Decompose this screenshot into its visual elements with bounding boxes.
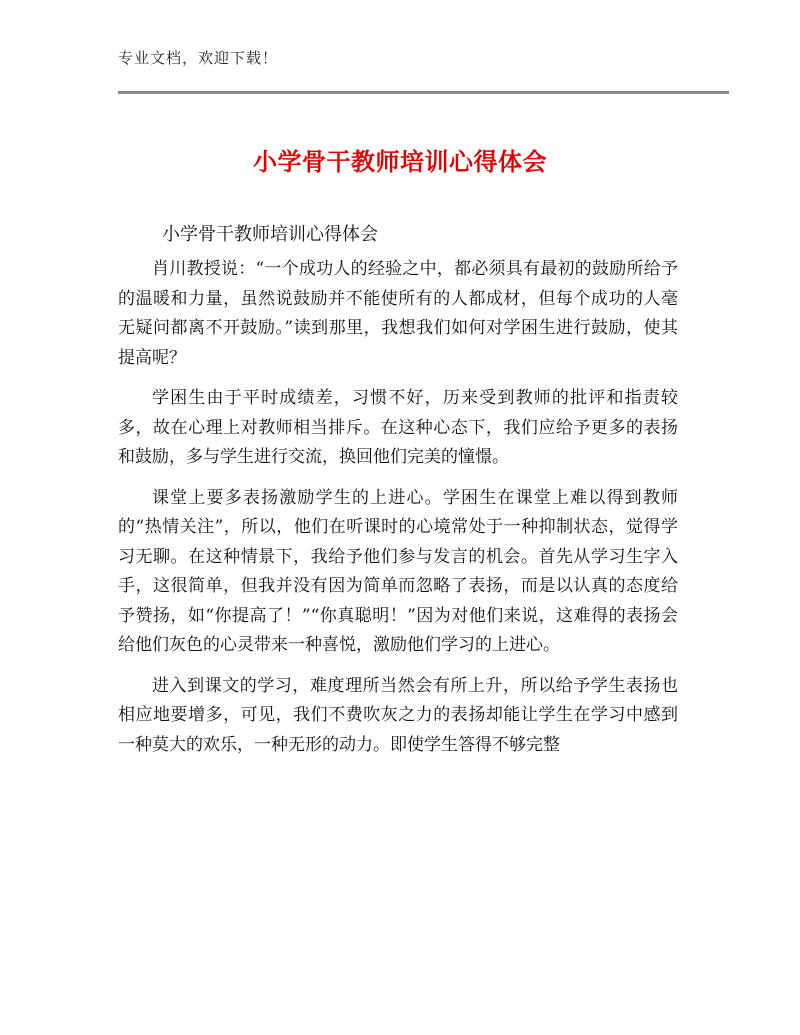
document-body xyxy=(118,255,678,771)
paragraph: 课堂上要多表扬激励学生的上进心。学困生在课堂上难以得到教师的“热情关注”，所以，他们在听课时的心境常处于一种抑制状态，觉得学习无聊。在这种情景下，我给予他们参与发言的机会。首先从学习生字入手，这很简单，但我并没有因为简单而忽略了表扬，而是以认真的态度给予赞扬，如“你提高了！”“你真聪明！”因为对他们来说，这难得的表扬会给他们灰色的心灵带来一种喜悦，激励他们学习的上进心。 xyxy=(118,487,678,655)
header-divider xyxy=(118,91,729,94)
paragraph: 肖川教授说：“一个成功人的经验之中，都必须具有最初的鼓励所给予的温暖和力量，虽然说鼓励并不能使所有的人都成材，但每个成功的人毫无疑问都离不开鼓励。”读到那里，我想我们如何对学困生进行鼓励，使其提高呢？ xyxy=(118,259,678,368)
document-title: 小学骨干教师培训心得体会 xyxy=(253,148,547,176)
paragraph: 学困生由于平时成绩差，习惯不好，历来受到教师的批评和指责较多，故在心理上对教师相当排斥。在这种心态下，我们应给予更多的表扬和鼓励，多与学生进行交流，换回他们完美的憧憬。 xyxy=(118,388,678,467)
header-text: 专业文档，欢迎下载！ xyxy=(118,49,279,67)
document-subtitle: 小学骨干教师培训心得体会 xyxy=(162,224,378,245)
paragraph: 进入到课文的学习，难度理所当然会有所上升，所以给予学生表扬也相应地要增多，可见，我们不费吹灰之力的表扬却能让学生在学习中感到一种莫大的欢乐，一种无形的动力。即使学生答得不够完整 xyxy=(118,675,678,755)
